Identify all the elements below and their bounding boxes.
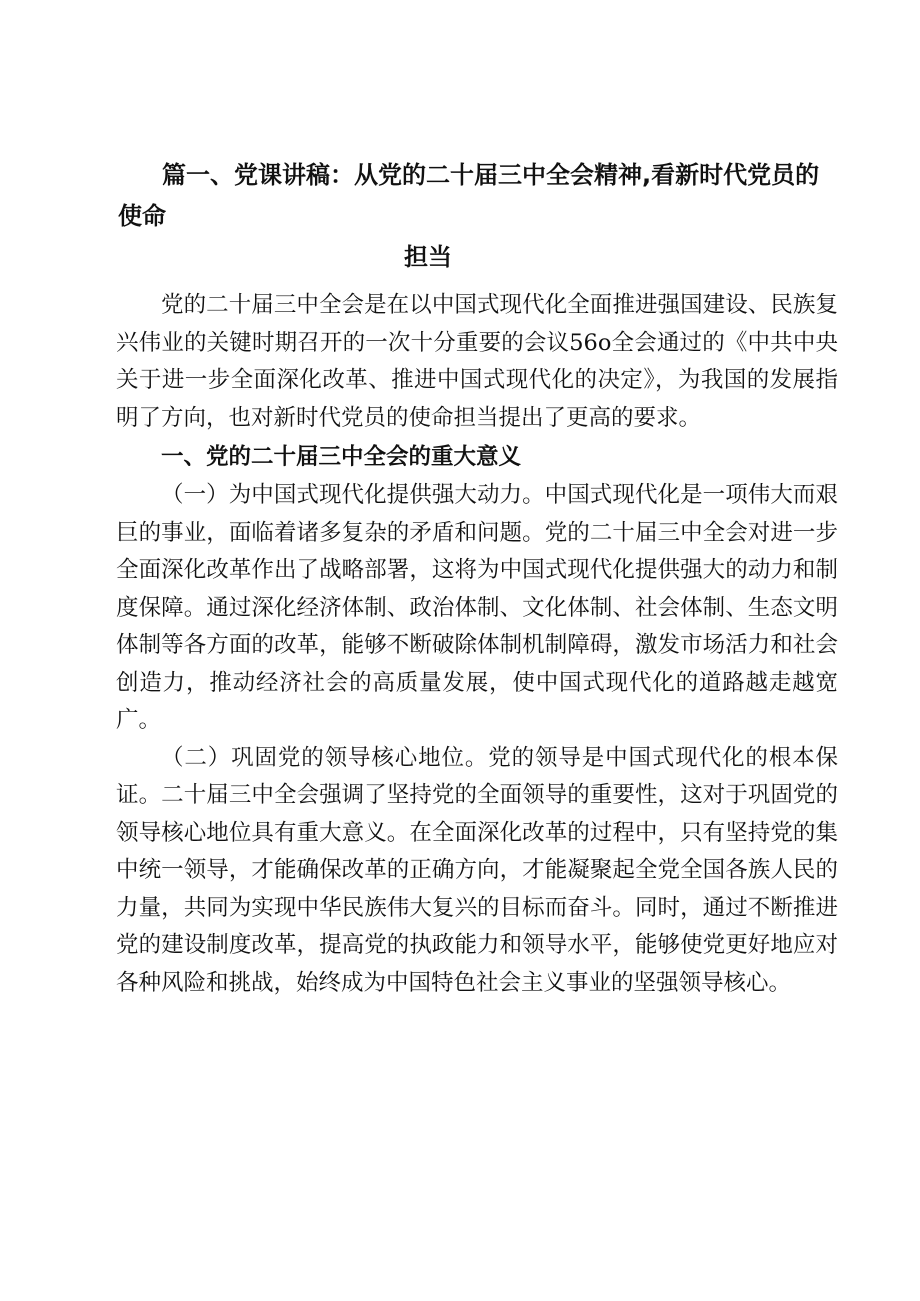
paragraph-2: （二）巩固党的领导核心地位。党的领导是中国式现代化的根本保证。二十届三中全会强调了坚持党的全面领导的重要性，这对于巩固党的领导核心地位具有重大意义。在全面深化改革的过程中，只有坚持党的集中统一领导，才能确保改革的正确方向，才能凝聚起全党全国各族人民的力量，共同为实现中华民族伟大复兴的目标而奋斗。同时，通过不断推进党的建设制度改革，提高党的执政能力和领导水平，能够使党更好地应对各种风险和挑战，始终成为中国特色社会主义事业的坚强领导核心。	[116, 744, 838, 996]
section-heading: 一、党的二十届三中全会的重大意义	[161, 444, 522, 470]
document-title	[118, 155, 838, 278]
document-body	[116, 287, 838, 1002]
title-line-2: 担当	[404, 243, 452, 271]
intro-paragraph: 党的二十届三中全会是在以中国式现代化全面推进强国建设、民族复兴伟业的关键时期召开的一次十分重要的会议56o全会通过的《中共中央关于进一步全面深化改革、推进中国式现代化的决定》，为我国的发展指明了方向，也对新时代党员的使命担当提出了更高的要求。	[116, 292, 838, 431]
title-line-1: 篇一、党课讲稿：从党的二十届三中全会精神,看新时代党员的使命	[118, 161, 820, 230]
paragraph-1: （一）为中国式现代化提供强大动力。中国式现代化是一项伟大而艰巨的事业，面临着诸多复杂的矛盾和问题。党的二十届三中全会对进一步全面深化改革作出了战略部署，这将为中国式现代化提供强大的动力和制度保障。通过深化经济体制、政治体制、文化体制、社会体制、生态文明体制等各方面的改革，能够不断破除体制机制障碍，激发市场活力和社会创造力，推动经济社会的高质量发展，使中国式现代化的道路越走越宽广。	[116, 482, 838, 733]
